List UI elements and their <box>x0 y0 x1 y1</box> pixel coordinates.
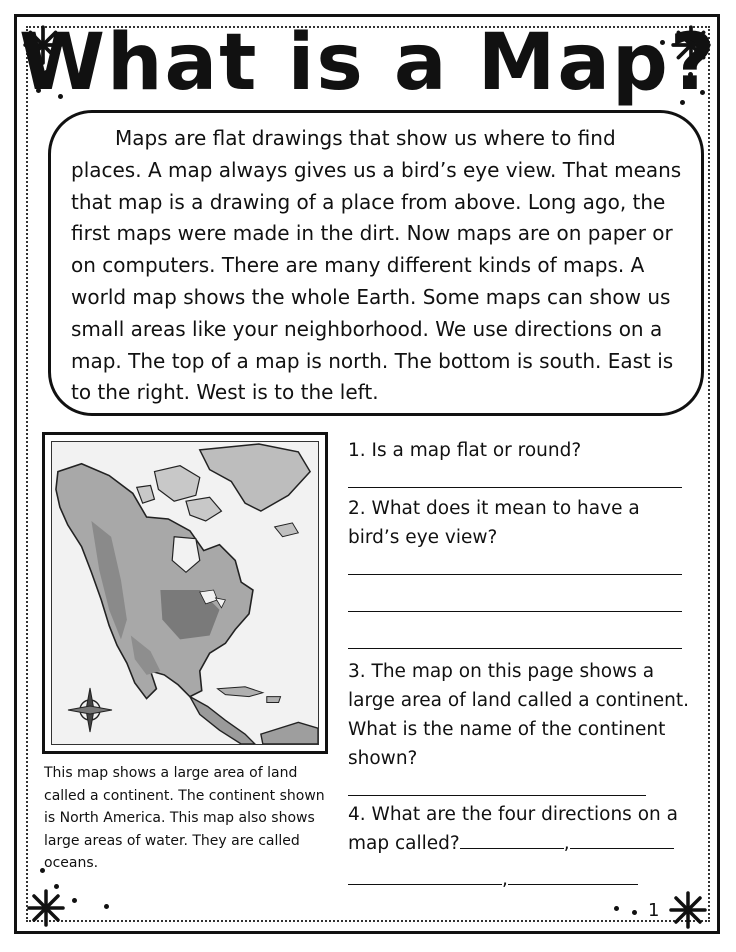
passage-text: Maps are flat drawings that show us where to find places. A map always gives us a bird’s eye view. That means that map is a drawing of a place from above. Long ago, the first maps were made in the dirt. Now maps are on paper or on computers. There are many different kinds of maps. A world map shows the whole Earth. Some maps can show us small areas like your neighborhood. We use directions on a map. The top of a map is north. The bottom is south. East is to the right. West is to the left. <box>71 126 682 405</box>
decor-dot <box>54 884 59 889</box>
decor-dot <box>104 904 109 909</box>
decor-dot <box>72 898 77 903</box>
decor-dot <box>614 906 619 911</box>
question-2: 2. What does it mean to have a bird’s eye view? <box>348 498 640 548</box>
page-title: What is a Map? <box>18 18 718 108</box>
reading-passage <box>48 110 704 416</box>
snowflake-icon <box>26 888 66 928</box>
answer-line-2c[interactable] <box>348 648 682 649</box>
answer-line-2a[interactable] <box>348 574 682 575</box>
answer-line-2b[interactable] <box>348 611 682 612</box>
answer-line-3[interactable] <box>348 795 646 796</box>
question-3: 3. The map on this page shows a large area of land called a continent. What is the name of the continent shown? <box>348 661 690 769</box>
answer-line-1[interactable] <box>348 487 682 488</box>
map-caption: This map shows a large area of land called a continent. The continent shown is North America. This map also shows large areas of water. They are called oceans. <box>44 765 325 871</box>
answer-blank-4d[interactable] <box>508 866 638 885</box>
question-section <box>348 436 696 892</box>
snowflake-icon <box>668 890 708 930</box>
answer-blank-4b[interactable] <box>570 830 674 849</box>
compass-rose-icon <box>66 686 114 734</box>
page-number: 1 <box>648 900 660 921</box>
answer-row-4: , <box>348 866 696 892</box>
map-figure <box>42 432 328 754</box>
question-1: 1. Is a map flat or round? <box>348 440 582 461</box>
answer-blank-4c[interactable] <box>348 866 502 885</box>
question-4: 4. What are the four directions on a map called? , <box>348 804 678 854</box>
north-america-map <box>51 441 319 745</box>
question-4-text: 4. What are the four directions on a map called? <box>348 804 678 854</box>
answer-blank-4a[interactable] <box>460 830 564 849</box>
decor-dot <box>632 910 637 915</box>
